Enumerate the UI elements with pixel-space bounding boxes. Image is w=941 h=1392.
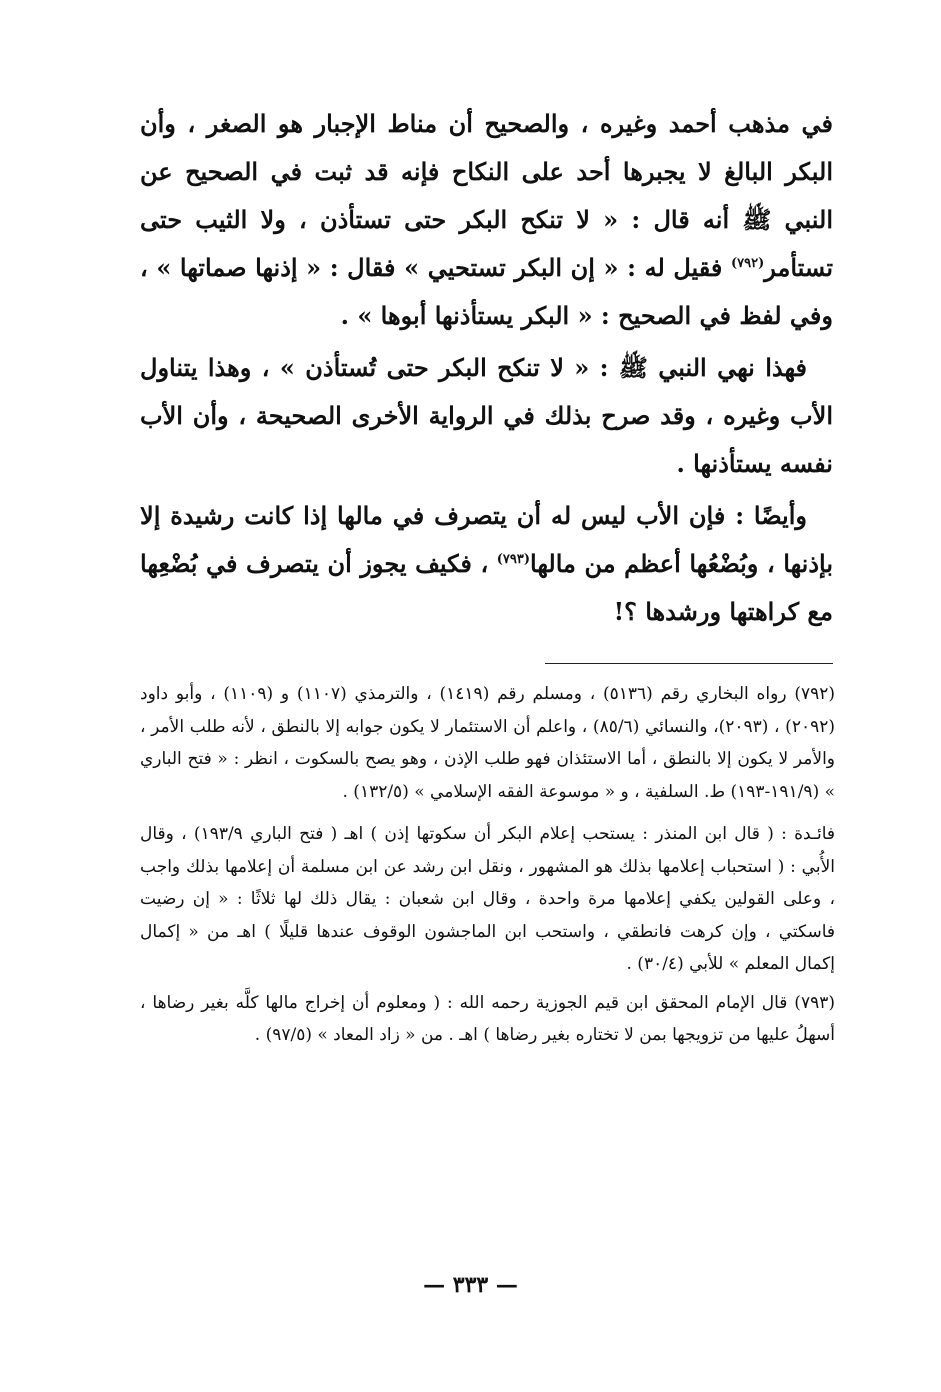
paragraph-3-text: وأيضًا : فإن الأب ليس له أن يتصرف في مالها إذا كانت رشيدة إلا بإذنها ، وبُضْعُها أعظم من مالها: [140, 501, 834, 578]
footnote-divider: [545, 663, 833, 664]
paragraph-1-text-cont: فقيل له : « إن البكر تستحيي » فقال : « إذنها صماتها » ، وفي لفظ في الصحيح : « البكر يستأذنها أبوها » .: [140, 253, 833, 330]
main-text: [140, 100, 833, 640]
footnote-792: (٧٩٢) رواه البخاري رقم (٥١٣٦) ، ومسلم رقم (١٤١٩) ، والترمذي (١١٠٧) و (١١٠٩) ، وأبو داود (٢٠٩٢) ، (٢٠٩٣)، والنسائي (٨٥/٦) ، واعلم أن الاستئمار لا يكون جوابه إلا بالنطق ، لأنه طلب الأمر ، والأمر لا يكون إلا بالنطق ، أما الاستئذان فهو طلب الإذن ، وهو يصح بالسكوت ، انظر : « فتح الباري » (١٩١/٩-١٩٣) ط. السلفية ، و « موسوعة الفقه الإسلامي » (١٣٢/٥) .: [140, 684, 836, 802]
paragraph-1-text: في مذهب أحمد وغيره ، والصحيح أن مناط الإجبار هو الصغر ، وأن البكر البالغ لا يجبرها أحد على النكاح فإنه قد ثبت في الصحيح عن النبي ﷺ أنه قال : « لا تنكح البكر حتى تستأذن ، ولا الثيب حتى تستأمر: [140, 109, 833, 282]
footnote-ref-793[interactable]: (٧٩٣): [496, 552, 531, 567]
paragraph-1: [140, 100, 833, 340]
paragraph-3: [140, 492, 833, 636]
footnote-faida: فائـدة : ( قال ابن المنذر : يستحب إعلام البكر أن سكوتها إذن ) اهـ ( فتح الباري ١٩٣/٩) ، وقال الأُبي : ( استحباب إعلامها بذلك هو المشهور ، ونقل ابن رشد عن ابن مسلمة أن إعلامها بذلك واجب ، وعلى القولين يكفي إعلامها مرة واحدة ، وقال ابن شعبان : يقال ذلك لها ثلاثًا : « إن رضيت فاسكتي ، وإن كرهت فانطقي ، واستحب ابن الماجشون الوقوف عندها قليلًا ) اهـ من « إكمال إكمال المعلم » للأبي (٣٠/٤) .: [140, 824, 835, 974]
footnote-793: (٧٩٣) قال الإمام المحقق ابن قيم الجوزية رحمه الله : ( ومعلوم أن إخراج مالها كلَّه بغير رضاها ، أسهلُ عليها من تزويجها بمن لا تختاره بغير رضاها ) اهـ . من « زاد المعاد » (٩٧/٥) .: [140, 992, 835, 1045]
footnote-ref-792[interactable]: (٧٩٢): [730, 256, 765, 271]
page-number: — ٣٣٣ —: [423, 1272, 518, 1298]
paragraph-2: فهذا نهي النبي ﷺ : « لا تنكح البكر حتى تُستأذن » ، وهذا يتناول الأب وغيره ، وقد صرح بذلك في الرواية الأخرى الصحيحة ، وأن الأب نفسه يستأذنها .: [140, 353, 833, 478]
footnotes: [140, 678, 835, 1052]
paragraph-3-text-cont: ، فكيف يجوز أن يتصرف في بُضْعِها مع كراهتها ورشدها ؟!: [140, 549, 833, 626]
